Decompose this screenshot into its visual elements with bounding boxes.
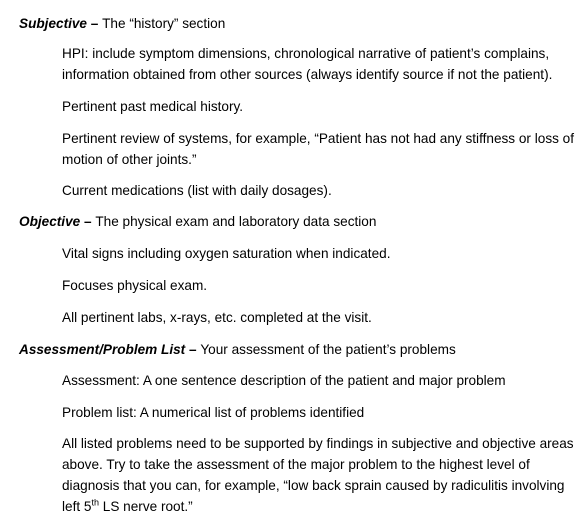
assessment-item-description: Assessment: A one sentence description of the patient and major problem <box>62 373 506 388</box>
section-dash: – <box>80 214 96 229</box>
subjective-item-medications: Current medications (list with daily dosages). <box>62 183 332 198</box>
section-term: Subjective <box>19 16 87 31</box>
section-description: The physical exam and laboratory data section <box>95 214 377 229</box>
objective-item-physical-exam: Focuses physical exam. <box>62 278 208 293</box>
ordinal-superscript: th <box>91 497 99 508</box>
subjective-item-past-history: Pertinent past medical history. <box>62 99 244 114</box>
assessment-item-supported-findings <box>62 433 582 517</box>
section-description: Your assessment of the patient’s problems <box>200 342 456 357</box>
section-dash: – <box>87 16 103 31</box>
item-text-end: LS nerve root.” <box>99 499 193 514</box>
objective-item-vital-signs: Vital signs including oxygen saturation when indicated. <box>62 246 391 261</box>
section-description: The “history” section <box>102 16 226 31</box>
assessment-heading <box>19 339 456 360</box>
subjective-heading <box>19 13 225 34</box>
item-text: All listed problems need to be supported by findings in subjective and objective areas above. Try to take the assessment of the major problem to the highest level of diagnosis that you can, for example, “low back sprain caused by radiculitis involving left 5 <box>62 436 574 514</box>
subjective-item-review-of-systems: Pertinent review of systems, for example, “Patient has not had any stiffness or loss of motion of other joints.” <box>62 131 575 167</box>
subjective-item-hpi: HPI: include symptom dimensions, chronological narrative of patient’s complains, information obtained from other sources (always identify source if not the patient). <box>62 46 553 82</box>
assessment-item-problem-list: Problem list: A numerical list of problems identified <box>62 405 365 420</box>
section-term: Assessment/Problem List <box>19 342 186 357</box>
section-term: Objective <box>19 214 81 229</box>
objective-heading <box>19 211 376 232</box>
section-dash: – <box>185 342 201 357</box>
objective-item-labs: All pertinent labs, x-rays, etc. completed at the visit. <box>62 310 372 325</box>
